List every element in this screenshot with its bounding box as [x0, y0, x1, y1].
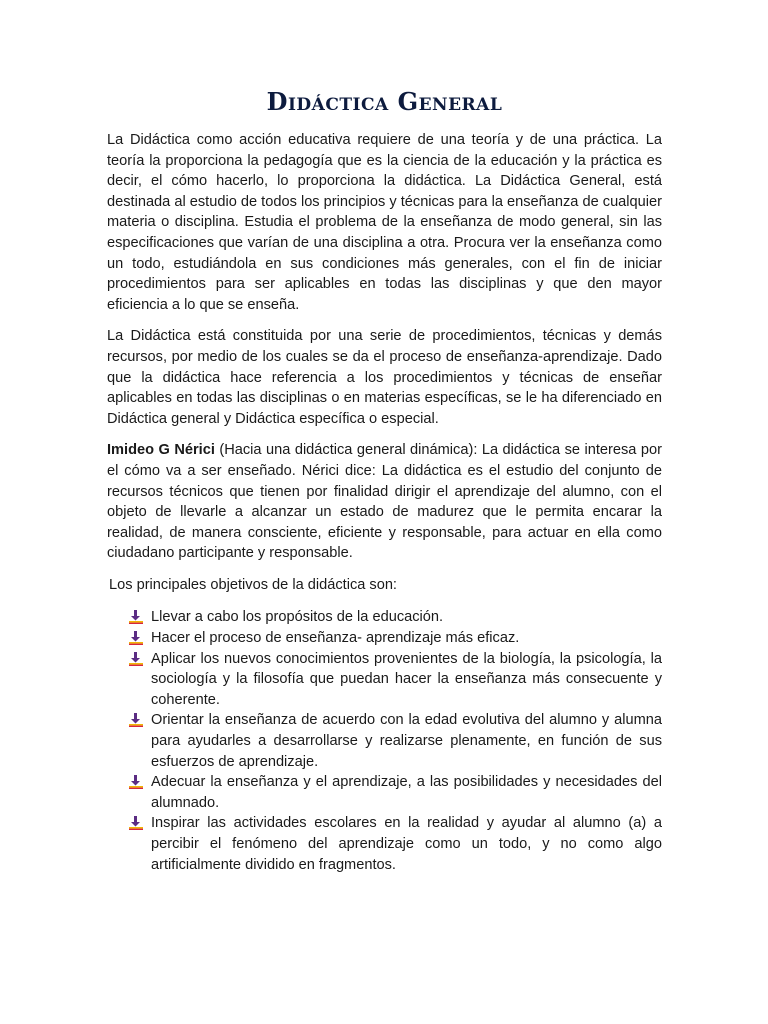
list-item	[129, 710, 662, 772]
arrow-down-bullet-icon	[129, 631, 143, 645]
list-item	[129, 607, 662, 628]
paragraph-constitution: La Didáctica está constituida por una serie de procedimientos, técnicas y demás recursos, por medio de los cuales se da el proceso de enseñanza-aprendizaje. Dado que la didáctica hace referencia a los procedimientos y técnicas de enseñar aplicables en todas las disciplinas o en materias específicas, se le ha diferenciado en Didáctica general y Didáctica específica o especial.	[107, 328, 662, 427]
objective-text: Adecuar la enseñanza y el aprendizaje, a las posibilidades y necesidades del alumnado.	[151, 774, 662, 811]
list-item	[129, 813, 662, 875]
arrow-down-bullet-icon	[129, 610, 143, 624]
objective-text: Aplicar los nuevos conocimientos provenientes de la biología, la psicología, la sociología y la filosofía que puedan hacer la enseñanza más consecuente y coherente.	[151, 650, 662, 708]
arrow-down-bullet-icon	[129, 713, 143, 727]
paragraph-nerici	[107, 440, 662, 564]
objective-text: Hacer el proceso de enseñanza- aprendizaje más eficaz.	[151, 630, 520, 647]
objective-text: Orientar la enseñanza de acuerdo con la edad evolutiva del alumno y alumna para ayudarles a desarrollarse y realizarse plenamente, en función de sus esfuerzos de aprendizaje.	[151, 712, 662, 770]
document-page	[107, 86, 662, 875]
arrow-down-bullet-icon	[129, 775, 143, 789]
list-item	[129, 772, 662, 813]
objective-text: Inspirar las actividades escolares en la realidad y ayudar al alumno (a) a percibir el fenómeno del aprendizaje como un todo, y no como algo artificialmente dividido en fragmentos.	[151, 815, 662, 873]
author-name: Imideo G Nérici	[107, 442, 215, 459]
arrow-down-bullet-icon	[129, 816, 143, 830]
nerici-quote: (Hacia una didáctica general dinámica): La didáctica se interesa por el cómo va a ser enseñado. Nérici dice: La didáctica es el estudio del conjunto de recursos técnicos que tienen por finalidad dirigir el aprendizaje del alumno, con el objeto de llevarle a alcanzar un estado de madurez que le permita encarar la realidad, de manera consciente, eficiente y responsable, para actuar en ella como ciudadano participante y responsable.	[107, 442, 662, 562]
list-item	[129, 628, 662, 649]
objectives-intro: Los principales objetivos de la didáctica son:	[109, 576, 397, 593]
objective-text: Llevar a cabo los propósitos de la educación.	[151, 609, 444, 626]
arrow-down-bullet-icon	[129, 652, 143, 666]
document-title: Didáctica General	[266, 87, 503, 116]
list-item	[129, 649, 662, 711]
objectives-list	[107, 607, 662, 875]
paragraph-definition: La Didáctica como acción educativa requiere de una teoría y de una práctica. La teoría la proporciona la pedagogía que es la ciencia de la educación y la práctica es decir, el cómo hacerlo, lo proporciona la didáctica. La Didáctica General, está destinada al estudio de todos los principios y técnicas para la enseñanza de cualquier materia o disciplina. Estudia el problema de la enseñanza de modo general, sin las especificaciones que varían de una disciplina a otra. Procura ver la enseñanza como un todo, estudiándola en sus condiciones más generales, con el fin de iniciar procedimientos para ser aplicables en todas las disciplinas y que den mayor eficiencia a lo que se enseña.	[107, 132, 662, 313]
